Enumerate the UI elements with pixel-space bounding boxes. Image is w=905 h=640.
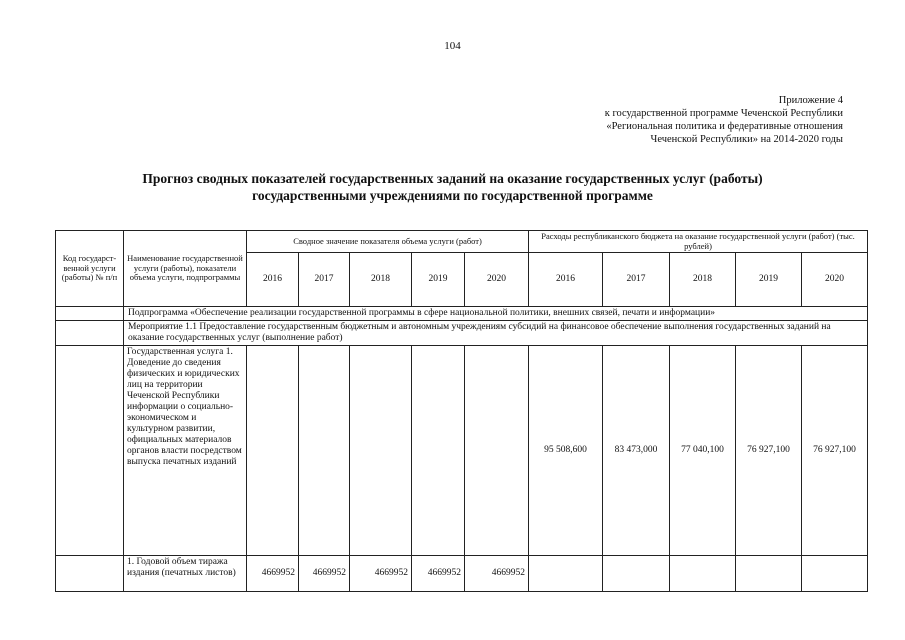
header-year: 2016 <box>247 253 299 307</box>
header-year: 2019 <box>412 253 465 307</box>
appendix-line: к государственной программе Чеченской Республики <box>604 108 843 119</box>
header-year: 2017 <box>603 253 670 307</box>
page-number: 104 <box>444 40 461 52</box>
expense-value: 76 927,100 <box>802 346 868 556</box>
expense-value: 76 927,100 <box>736 346 802 556</box>
table-cell <box>465 346 529 556</box>
service-row <box>56 346 868 556</box>
table-cell <box>802 556 868 592</box>
expense-value: 77 040,100 <box>670 346 736 556</box>
table-cell <box>412 346 465 556</box>
header-year: 2016 <box>529 253 603 307</box>
document-title-line: Прогноз сводных показателей государственных заданий на оказание государственных услуг (работы) <box>142 171 763 186</box>
document-title <box>0 170 905 204</box>
header-name: Наименование государственной услуги (работы), показатели объема услуги, подпрограммы <box>124 231 247 307</box>
header-expenses-group: Расходы республиканского бюджета на оказание государственной услуги (работ) (тыс. рублей) <box>529 231 868 253</box>
measure-row <box>56 321 868 346</box>
table-cell <box>247 346 299 556</box>
table-cell <box>56 346 124 556</box>
header-year: 2018 <box>670 253 736 307</box>
appendix-line: Приложение 4 <box>778 95 843 106</box>
document-title-line: государственными учреждениями по государственной программе <box>252 188 653 203</box>
service-name: Государственная услуга 1. Доведение до сведения физических и юридических лиц на территории Чеченской Республики информации о социально-экономическом и культурном развитии, официальных материалов органов власти посредством выпуска печатных изданий <box>124 346 247 556</box>
forecast-table <box>55 230 868 592</box>
appendix-note <box>605 94 843 146</box>
header-year: 2018 <box>350 253 412 307</box>
volume-value: 4669952 <box>247 556 299 592</box>
table-cell <box>350 346 412 556</box>
header-volume-group: Сводное значение показателя объема услуги (работ) <box>247 231 529 253</box>
table-cell <box>736 556 802 592</box>
table-cell <box>529 556 603 592</box>
expense-value: 95 508,600 <box>529 346 603 556</box>
header-year: 2020 <box>802 253 868 307</box>
volume-value: 4669952 <box>465 556 529 592</box>
appendix-line: «Региональная политика и федеративные отношения <box>606 121 843 132</box>
table-cell <box>56 307 124 321</box>
table-cell <box>603 556 670 592</box>
table-cell <box>299 346 350 556</box>
measure-title: Мероприятие 1.1 Предоставление государственным бюджетным и автономным учреждениям субсидий на финансовое обеспечение выполнения государственных заданий на оказание государственных услуг (выполнение работ) <box>124 321 868 346</box>
table-cell <box>56 321 124 346</box>
expense-value: 83 473,000 <box>603 346 670 556</box>
header-year: 2020 <box>465 253 529 307</box>
subprogram-row <box>56 307 868 321</box>
table-cell <box>56 556 124 592</box>
volume-value: 4669952 <box>299 556 350 592</box>
header-code: Код государст-венной услуги (работы) № п/п <box>56 231 124 307</box>
header-year: 2017 <box>299 253 350 307</box>
table-cell <box>670 556 736 592</box>
subprogram-title: Подпрограмма «Обеспечение реализации государственной программы в сфере национальной политики, внешних связей, печати и информации» <box>124 307 868 321</box>
appendix-line: Чеченской Республики» на 2014-2020 годы <box>650 134 843 145</box>
indicator-name: 1. Годовой объем тиража издания (печатных листов) <box>124 556 247 592</box>
header-year: 2019 <box>736 253 802 307</box>
indicator-row <box>56 556 868 592</box>
volume-value: 4669952 <box>412 556 465 592</box>
volume-value: 4669952 <box>350 556 412 592</box>
